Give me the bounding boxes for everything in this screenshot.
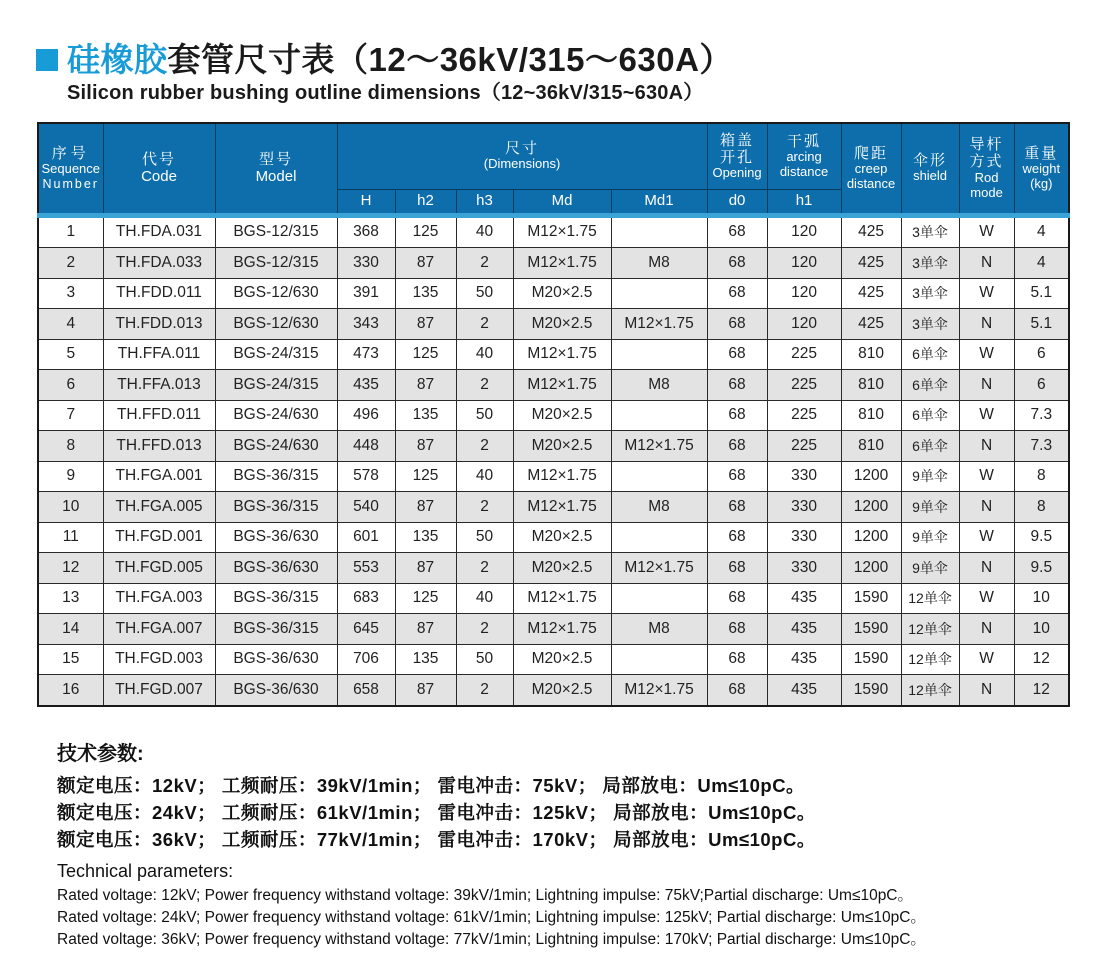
cell-code: TH.FGD.007 [103, 675, 215, 706]
cell-d0: 68 [707, 248, 767, 279]
table-body [38, 215, 1069, 706]
cell-Md1: M8 [611, 492, 707, 523]
cell-code: TH.FDD.013 [103, 309, 215, 340]
cell-d0: 68 [707, 553, 767, 584]
subcol-header-h3: h3 [456, 189, 513, 215]
cell-model: BGS-24/315 [215, 370, 337, 401]
col-header-arcing-distance: 干弧 arcing distance [767, 123, 841, 189]
cell-Md1: M12×1.75 [611, 431, 707, 462]
cell-seq: 14 [38, 614, 103, 645]
cell-h3: 40 [456, 215, 513, 248]
cell-h2: 125 [395, 583, 456, 614]
col-header-weight: 重量 weight (kg) [1014, 123, 1069, 215]
cell-Md1: M8 [611, 614, 707, 645]
cell-rod: W [959, 644, 1014, 675]
title-rest-zh: 套管尺寸表（12～36kV/315～630A） [167, 41, 733, 78]
cell-Md: M12×1.75 [513, 614, 611, 645]
cell-Md: M12×1.75 [513, 461, 611, 492]
cell-H: 343 [337, 309, 395, 340]
cell-h3: 40 [456, 339, 513, 370]
cell-model: BGS-36/315 [215, 583, 337, 614]
table-header [38, 123, 1069, 215]
cell-rod: N [959, 553, 1014, 584]
cell-shield: 3单伞 [901, 309, 959, 340]
cell-h2: 135 [395, 522, 456, 553]
cell-H: 496 [337, 400, 395, 431]
cell-shield: 9单伞 [901, 553, 959, 584]
cell-code: TH.FFA.011 [103, 339, 215, 370]
cell-seq: 2 [38, 248, 103, 279]
cell-Md: M12×1.75 [513, 339, 611, 370]
cell-Md1 [611, 215, 707, 248]
cell-H: 435 [337, 370, 395, 401]
cell-h3: 40 [456, 583, 513, 614]
cell-shield: 9单伞 [901, 461, 959, 492]
cell-model: BGS-36/630 [215, 644, 337, 675]
tech-line-zh: 额定电压：24kV； 工频耐压：61kV/1min； 雷电冲击：125kV； 局部放电：Um≤10pC。 [57, 802, 816, 823]
cell-shield: 6单伞 [901, 339, 959, 370]
cell-H: 658 [337, 675, 395, 706]
cell-seq: 7 [38, 400, 103, 431]
cell-weight: 8 [1014, 461, 1069, 492]
cell-h2: 125 [395, 339, 456, 370]
cell-rod: W [959, 400, 1014, 431]
cell-h2: 87 [395, 492, 456, 523]
cell-rod: W [959, 583, 1014, 614]
cell-H: 553 [337, 553, 395, 584]
cell-h3: 2 [456, 492, 513, 523]
cell-h1: 435 [767, 583, 841, 614]
cell-model: BGS-24/630 [215, 431, 337, 462]
cell-code: TH.FGD.001 [103, 522, 215, 553]
page-title [36, 42, 733, 78]
technical-parameters-section [57, 737, 1077, 951]
cell-Md: M12×1.75 [513, 370, 611, 401]
cell-d0: 68 [707, 644, 767, 675]
table-row [38, 614, 1069, 645]
cell-weight: 12 [1014, 675, 1069, 706]
subcol-header-H: H [337, 189, 395, 215]
cell-model: BGS-12/315 [215, 248, 337, 279]
cell-shield: 3单伞 [901, 215, 959, 248]
cell-d0: 68 [707, 215, 767, 248]
cell-h3: 40 [456, 461, 513, 492]
cell-shield: 3单伞 [901, 248, 959, 279]
cell-h3: 2 [456, 309, 513, 340]
cell-h3: 50 [456, 522, 513, 553]
cell-weight: 9.5 [1014, 553, 1069, 584]
cell-weight: 12 [1014, 644, 1069, 675]
subcol-header-Md1: Md1 [611, 189, 707, 215]
cell-Md: M12×1.75 [513, 215, 611, 248]
cell-h3: 2 [456, 614, 513, 645]
cell-d0: 68 [707, 522, 767, 553]
cell-h2: 135 [395, 400, 456, 431]
cell-d0: 68 [707, 278, 767, 309]
cell-shield: 12单伞 [901, 644, 959, 675]
table-row [38, 553, 1069, 584]
cell-Md1 [611, 583, 707, 614]
cell-seq: 5 [38, 339, 103, 370]
cell-code: TH.FGA.005 [103, 492, 215, 523]
cell-Md1: M12×1.75 [611, 553, 707, 584]
subcol-header-d0: d0 [707, 189, 767, 215]
cell-shield: 6单伞 [901, 400, 959, 431]
cell-h3: 2 [456, 248, 513, 279]
table-row [38, 675, 1069, 706]
cell-weight: 6 [1014, 339, 1069, 370]
cell-creep: 425 [841, 278, 901, 309]
cell-weight: 9.5 [1014, 522, 1069, 553]
cell-weight: 6 [1014, 370, 1069, 401]
cell-h1: 120 [767, 215, 841, 248]
cell-Md: M12×1.75 [513, 492, 611, 523]
subcol-header-h2: h2 [395, 189, 456, 215]
cell-H: 473 [337, 339, 395, 370]
cell-creep: 1200 [841, 553, 901, 584]
table-row [38, 461, 1069, 492]
cell-Md1: M12×1.75 [611, 309, 707, 340]
cell-rod: W [959, 461, 1014, 492]
cell-Md: M20×2.5 [513, 522, 611, 553]
col-header-opening: 箱盖 开孔 Opening [707, 123, 767, 189]
cell-weight: 5.1 [1014, 278, 1069, 309]
cell-d0: 68 [707, 309, 767, 340]
table-row [38, 248, 1069, 279]
cell-creep: 810 [841, 339, 901, 370]
cell-h2: 87 [395, 431, 456, 462]
cell-code: TH.FGA.007 [103, 614, 215, 645]
cell-d0: 68 [707, 492, 767, 523]
col-header-sequence-number: 序号 Sequence Number [38, 123, 103, 215]
cell-weight: 7.3 [1014, 431, 1069, 462]
cell-rod: N [959, 675, 1014, 706]
cell-H: 330 [337, 248, 395, 279]
cell-H: 578 [337, 461, 395, 492]
cell-Md1: M8 [611, 248, 707, 279]
cell-rod: W [959, 215, 1014, 248]
cell-seq: 6 [38, 370, 103, 401]
cell-rod: N [959, 309, 1014, 340]
title-highlight-zh: 硅橡胶 [67, 41, 168, 78]
cell-code: TH.FDD.011 [103, 278, 215, 309]
cell-h2: 125 [395, 215, 456, 248]
col-header-model: 型号 Model [215, 123, 337, 215]
col-header-creep-distance: 爬距 creep distance [841, 123, 901, 215]
tech-heading-en: Technical parameters: [57, 861, 234, 881]
cell-d0: 68 [707, 339, 767, 370]
table-row [38, 431, 1069, 462]
cell-Md1: M12×1.75 [611, 675, 707, 706]
cell-seq: 15 [38, 644, 103, 675]
cell-creep: 810 [841, 370, 901, 401]
cell-H: 368 [337, 215, 395, 248]
cell-creep: 425 [841, 248, 901, 279]
table-row [38, 215, 1069, 248]
cell-Md: M20×2.5 [513, 431, 611, 462]
cell-shield: 3单伞 [901, 278, 959, 309]
cell-Md1 [611, 400, 707, 431]
cell-H: 706 [337, 644, 395, 675]
bushing-dimensions-table [37, 122, 1070, 707]
cell-h1: 225 [767, 431, 841, 462]
cell-h1: 120 [767, 309, 841, 340]
cell-creep: 425 [841, 215, 901, 248]
cell-h2: 87 [395, 614, 456, 645]
col-header-code: 代号 Code [103, 123, 215, 215]
cell-creep: 1200 [841, 461, 901, 492]
cell-h1: 435 [767, 644, 841, 675]
table-row [38, 370, 1069, 401]
subcol-header-Md: Md [513, 189, 611, 215]
tech-line-en: Rated voltage: 12kV; Power frequency withstand voltage: 39kV/1min; Lightning impulse: 75kV;Partial discharge: Um≤10pC。 [57, 887, 914, 904]
cell-code: TH.FGA.001 [103, 461, 215, 492]
cell-seq: 10 [38, 492, 103, 523]
cell-model: BGS-36/315 [215, 614, 337, 645]
cell-h1: 330 [767, 492, 841, 523]
col-header-dimensions: 尺寸 (Dimensions) [337, 123, 707, 189]
cell-code: TH.FFD.013 [103, 431, 215, 462]
tech-line-zh: 额定电压：12kV； 工频耐压：39kV/1min； 雷电冲击：75kV； 局部放电：Um≤10pC。 [57, 775, 806, 796]
cell-Md: M20×2.5 [513, 644, 611, 675]
cell-creep: 1590 [841, 675, 901, 706]
cell-shield: 6单伞 [901, 431, 959, 462]
cell-seq: 11 [38, 522, 103, 553]
tech-line-zh: 额定电压：36kV； 工频耐压：77kV/1min； 雷电冲击：170kV； 局部放电：Um≤10pC。 [57, 829, 816, 850]
cell-seq: 13 [38, 583, 103, 614]
cell-Md1 [611, 278, 707, 309]
cell-weight: 10 [1014, 614, 1069, 645]
cell-h2: 125 [395, 461, 456, 492]
cell-rod: W [959, 339, 1014, 370]
cell-creep: 810 [841, 400, 901, 431]
cell-seq: 4 [38, 309, 103, 340]
cell-h3: 50 [456, 278, 513, 309]
cell-h1: 330 [767, 461, 841, 492]
cell-H: 601 [337, 522, 395, 553]
cell-h1: 225 [767, 400, 841, 431]
cell-code: TH.FFA.013 [103, 370, 215, 401]
table-row [38, 522, 1069, 553]
cell-weight: 4 [1014, 215, 1069, 248]
table-row [38, 339, 1069, 370]
subcol-header-h1: h1 [767, 189, 841, 215]
cell-rod: N [959, 614, 1014, 645]
cell-h1: 330 [767, 553, 841, 584]
cell-H: 540 [337, 492, 395, 523]
cell-Md1 [611, 644, 707, 675]
cell-code: TH.FGA.003 [103, 583, 215, 614]
cell-h1: 435 [767, 675, 841, 706]
cell-code: TH.FDA.031 [103, 215, 215, 248]
cell-shield: 12单伞 [901, 614, 959, 645]
cell-h1: 435 [767, 614, 841, 645]
cell-shield: 6单伞 [901, 370, 959, 401]
col-header-shield: 伞形 shield [901, 123, 959, 215]
cell-h2: 87 [395, 675, 456, 706]
cell-model: BGS-24/315 [215, 339, 337, 370]
cell-Md: M20×2.5 [513, 309, 611, 340]
cell-seq: 3 [38, 278, 103, 309]
cell-H: 645 [337, 614, 395, 645]
cell-creep: 1590 [841, 644, 901, 675]
col-header-rod-mode: 导杆 方式 Rod mode [959, 123, 1014, 215]
cell-creep: 1590 [841, 614, 901, 645]
cell-creep: 1200 [841, 492, 901, 523]
cell-creep: 1590 [841, 583, 901, 614]
table-row [38, 309, 1069, 340]
cell-model: BGS-24/630 [215, 400, 337, 431]
cell-d0: 68 [707, 583, 767, 614]
tech-line-en: Rated voltage: 36kV; Power frequency withstand voltage: 77kV/1min; Lightning impulse: 170kV; Partial discharge: Um≤10pC。 [57, 931, 926, 948]
cell-h1: 225 [767, 370, 841, 401]
cell-Md1: M8 [611, 370, 707, 401]
cell-Md: M12×1.75 [513, 248, 611, 279]
cell-Md: M20×2.5 [513, 278, 611, 309]
blue-square-bullet-icon [36, 49, 58, 71]
cell-creep: 810 [841, 431, 901, 462]
table-row [38, 644, 1069, 675]
cell-seq: 12 [38, 553, 103, 584]
cell-weight: 10 [1014, 583, 1069, 614]
cell-rod: N [959, 492, 1014, 523]
cell-H: 448 [337, 431, 395, 462]
cell-code: TH.FFD.011 [103, 400, 215, 431]
cell-model: BGS-36/630 [215, 522, 337, 553]
cell-h1: 120 [767, 248, 841, 279]
cell-Md: M20×2.5 [513, 400, 611, 431]
cell-Md1 [611, 522, 707, 553]
cell-h2: 87 [395, 248, 456, 279]
cell-h2: 87 [395, 553, 456, 584]
cell-model: BGS-12/315 [215, 215, 337, 248]
cell-code: TH.FGD.005 [103, 553, 215, 584]
title-block [36, 42, 733, 104]
cell-code: TH.FDA.033 [103, 248, 215, 279]
cell-code: TH.FGD.003 [103, 644, 215, 675]
cell-H: 683 [337, 583, 395, 614]
cell-d0: 68 [707, 461, 767, 492]
page-subtitle-en: Silicon rubber bushing outline dimensions（12~36kV/315~630A） [67, 82, 704, 105]
cell-shield: 12单伞 [901, 583, 959, 614]
cell-h3: 2 [456, 370, 513, 401]
cell-seq: 8 [38, 431, 103, 462]
cell-h3: 2 [456, 431, 513, 462]
cell-h1: 330 [767, 522, 841, 553]
cell-H: 391 [337, 278, 395, 309]
cell-h3: 2 [456, 553, 513, 584]
cell-h2: 135 [395, 278, 456, 309]
cell-weight: 5.1 [1014, 309, 1069, 340]
cell-Md: M12×1.75 [513, 583, 611, 614]
cell-d0: 68 [707, 675, 767, 706]
cell-rod: N [959, 370, 1014, 401]
cell-d0: 68 [707, 400, 767, 431]
cell-model: BGS-36/630 [215, 553, 337, 584]
cell-creep: 1200 [841, 522, 901, 553]
cell-seq: 9 [38, 461, 103, 492]
cell-h3: 50 [456, 400, 513, 431]
cell-model: BGS-36/315 [215, 461, 337, 492]
cell-h1: 225 [767, 339, 841, 370]
tech-line-en: Rated voltage: 24kV; Power frequency withstand voltage: 61kV/1min; Lightning impulse: 125kV; Partial discharge: Um≤10pC。 [57, 909, 926, 926]
tech-heading-zh: 技术参数: [57, 743, 144, 765]
cell-weight: 7.3 [1014, 400, 1069, 431]
cell-weight: 4 [1014, 248, 1069, 279]
cell-rod: N [959, 431, 1014, 462]
cell-d0: 68 [707, 370, 767, 401]
cell-shield: 9单伞 [901, 522, 959, 553]
cell-Md1 [611, 461, 707, 492]
cell-h2: 87 [395, 309, 456, 340]
table-row [38, 583, 1069, 614]
cell-d0: 68 [707, 431, 767, 462]
cell-h3: 50 [456, 644, 513, 675]
cell-rod: N [959, 248, 1014, 279]
cell-creep: 425 [841, 309, 901, 340]
cell-h1: 120 [767, 278, 841, 309]
cell-model: BGS-36/315 [215, 492, 337, 523]
cell-Md1 [611, 339, 707, 370]
cell-model: BGS-12/630 [215, 278, 337, 309]
cell-d0: 68 [707, 614, 767, 645]
cell-h3: 2 [456, 675, 513, 706]
cell-Md: M20×2.5 [513, 675, 611, 706]
cell-weight: 8 [1014, 492, 1069, 523]
table-row [38, 278, 1069, 309]
cell-model: BGS-36/630 [215, 675, 337, 706]
cell-h2: 87 [395, 370, 456, 401]
cell-shield: 12单伞 [901, 675, 959, 706]
cell-h2: 135 [395, 644, 456, 675]
cell-shield: 9单伞 [901, 492, 959, 523]
cell-seq: 1 [38, 215, 103, 248]
cell-rod: W [959, 522, 1014, 553]
cell-seq: 16 [38, 675, 103, 706]
table-row [38, 400, 1069, 431]
table-row [38, 492, 1069, 523]
cell-rod: W [959, 278, 1014, 309]
cell-Md: M20×2.5 [513, 553, 611, 584]
cell-model: BGS-12/630 [215, 309, 337, 340]
